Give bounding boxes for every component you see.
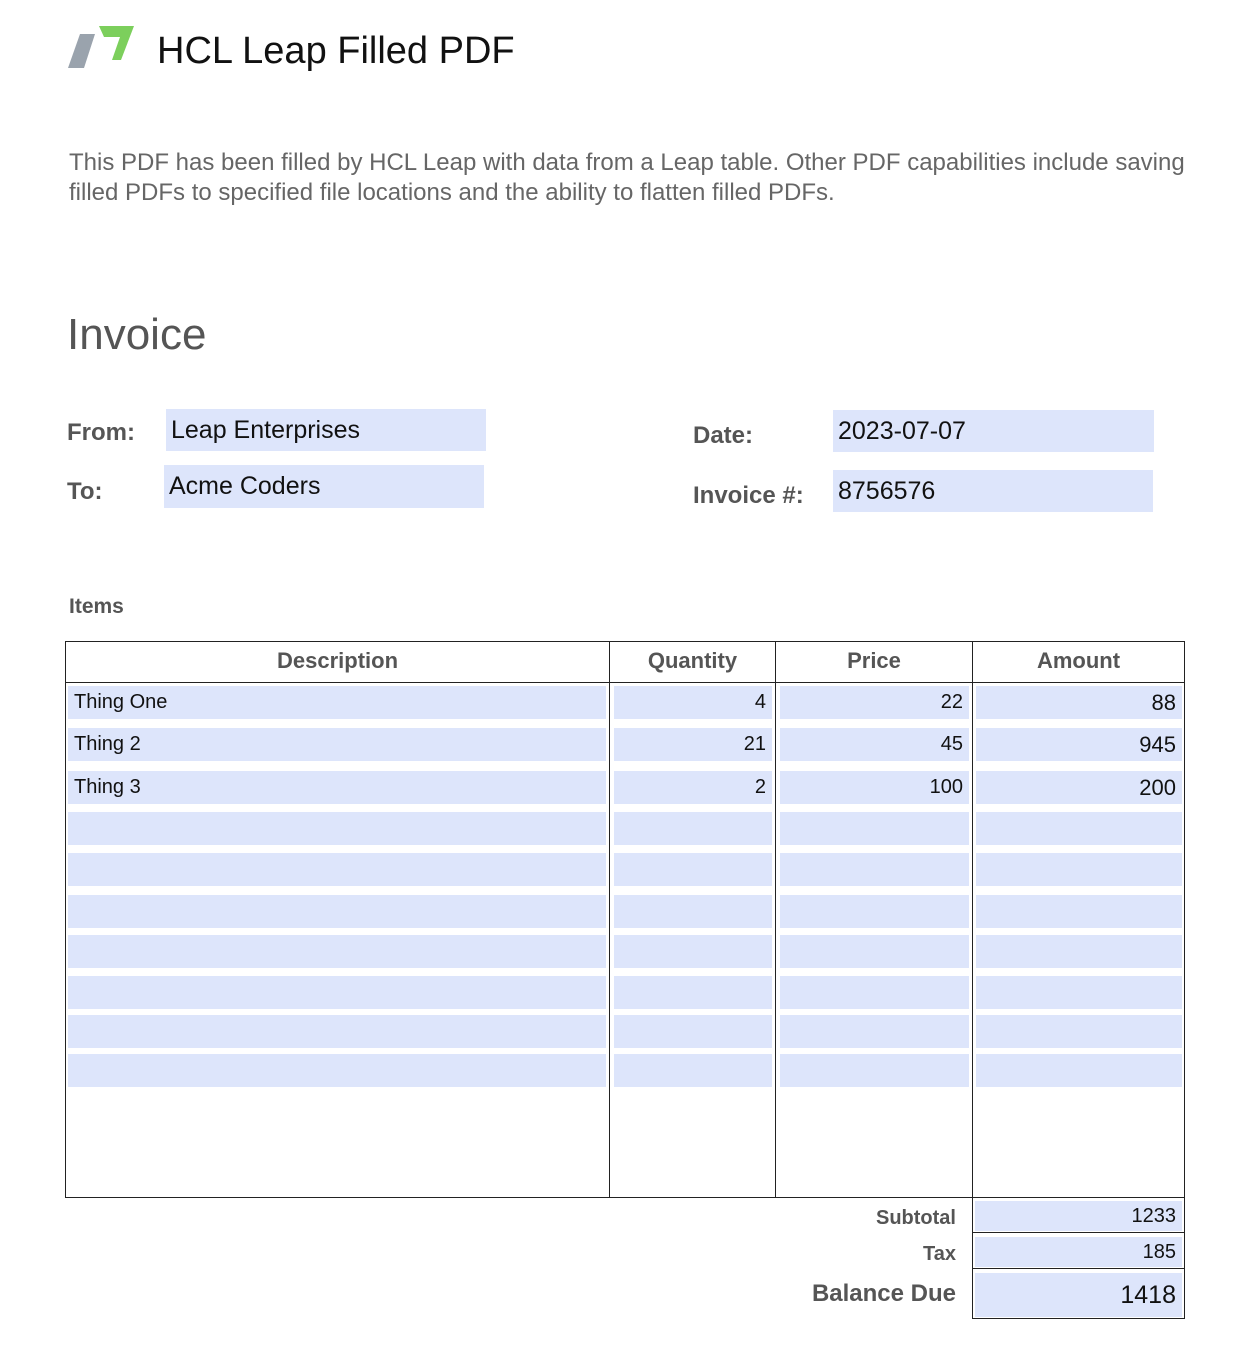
from-label: From: — [67, 419, 135, 446]
item-price-field[interactable] — [780, 1015, 969, 1048]
item-description-field[interactable] — [68, 935, 606, 968]
item-amount-field[interactable] — [976, 895, 1182, 928]
item-quantity-field[interactable] — [614, 895, 772, 928]
item-amount-field[interactable] — [976, 935, 1182, 968]
document-title: HCL Leap Filled PDF — [157, 30, 515, 72]
invoice-number-label: Invoice #: — [693, 482, 804, 509]
description-paragraph: This PDF has been filled by HCL Leap with data from a Leap table. Other PDF capabilities include saving filled PDFs to specified file locations and the ability to flatten filled PDFs. — [69, 149, 1185, 206]
hcl-leap-logo-icon — [68, 26, 134, 70]
tax-field[interactable]: 185 — [975, 1237, 1182, 1267]
item-amount-field[interactable]: 88 — [976, 686, 1182, 719]
item-quantity-field[interactable] — [614, 1015, 772, 1048]
item-amount-field[interactable] — [976, 976, 1182, 1009]
item-description-field[interactable]: Thing 2 — [68, 728, 606, 761]
balance-due-field[interactable]: 1418 — [975, 1273, 1182, 1317]
subtotal-field[interactable]: 1233 — [975, 1201, 1182, 1231]
item-quantity-field[interactable]: 2 — [614, 771, 772, 804]
item-description-field[interactable]: Thing 3 — [68, 771, 606, 804]
invoice-heading: Invoice — [67, 310, 207, 359]
item-description-field[interactable] — [68, 812, 606, 845]
item-amount-field[interactable] — [976, 812, 1182, 845]
item-description-field[interactable] — [68, 853, 606, 886]
item-amount-field[interactable]: 200 — [976, 771, 1182, 804]
subtotal-label: Subtotal — [876, 1207, 956, 1229]
tax-label: Tax — [923, 1243, 956, 1265]
items-table — [65, 641, 1185, 1198]
item-quantity-field[interactable] — [614, 853, 772, 886]
header-divider — [66, 682, 1184, 683]
item-price-field[interactable] — [780, 976, 969, 1009]
column-header-description: Description — [276, 648, 399, 673]
item-price-field[interactable] — [780, 895, 969, 928]
item-price-field[interactable] — [780, 935, 969, 968]
item-amount-field[interactable] — [976, 1015, 1182, 1048]
date-label: Date: — [693, 422, 754, 449]
item-quantity-field[interactable] — [614, 812, 772, 845]
items-label: Items — [69, 595, 124, 618]
item-quantity-field[interactable]: 21 — [614, 728, 772, 761]
item-price-field[interactable]: 45 — [780, 728, 969, 761]
item-quantity-field[interactable] — [614, 1054, 772, 1087]
item-price-field[interactable] — [780, 853, 969, 886]
column-header-amount: Amount — [1036, 648, 1121, 673]
item-quantity-field[interactable] — [614, 935, 772, 968]
item-description-field[interactable] — [68, 976, 606, 1009]
totals-divider — [972, 1232, 1185, 1233]
item-description-field[interactable] — [68, 1054, 606, 1087]
column-header-quantity: Quantity — [647, 648, 738, 673]
item-amount-field[interactable] — [976, 1054, 1182, 1087]
balance-due-label: Balance Due — [811, 1280, 956, 1307]
column-divider — [972, 642, 973, 1197]
column-divider — [609, 642, 610, 1197]
invoice-number-field[interactable]: 8756576 — [833, 470, 1153, 512]
item-price-field[interactable]: 100 — [780, 771, 969, 804]
to-label: To: — [67, 478, 103, 505]
column-divider — [775, 642, 776, 1197]
item-price-field[interactable]: 22 — [780, 686, 969, 719]
item-price-field[interactable] — [780, 1054, 969, 1087]
item-description-field[interactable] — [68, 895, 606, 928]
item-price-field[interactable] — [780, 812, 969, 845]
item-description-field[interactable] — [68, 1015, 606, 1048]
totals-divider — [972, 1268, 1185, 1269]
item-description-field[interactable]: Thing One — [68, 686, 606, 719]
item-quantity-field[interactable]: 4 — [614, 686, 772, 719]
item-amount-field[interactable] — [976, 853, 1182, 886]
column-header-price: Price — [847, 648, 901, 673]
from-field[interactable]: Leap Enterprises — [166, 409, 486, 451]
item-amount-field[interactable]: 945 — [976, 728, 1182, 761]
item-quantity-field[interactable] — [614, 976, 772, 1009]
date-field[interactable]: 2023-07-07 — [833, 410, 1154, 452]
to-field[interactable]: Acme Coders — [164, 465, 484, 508]
